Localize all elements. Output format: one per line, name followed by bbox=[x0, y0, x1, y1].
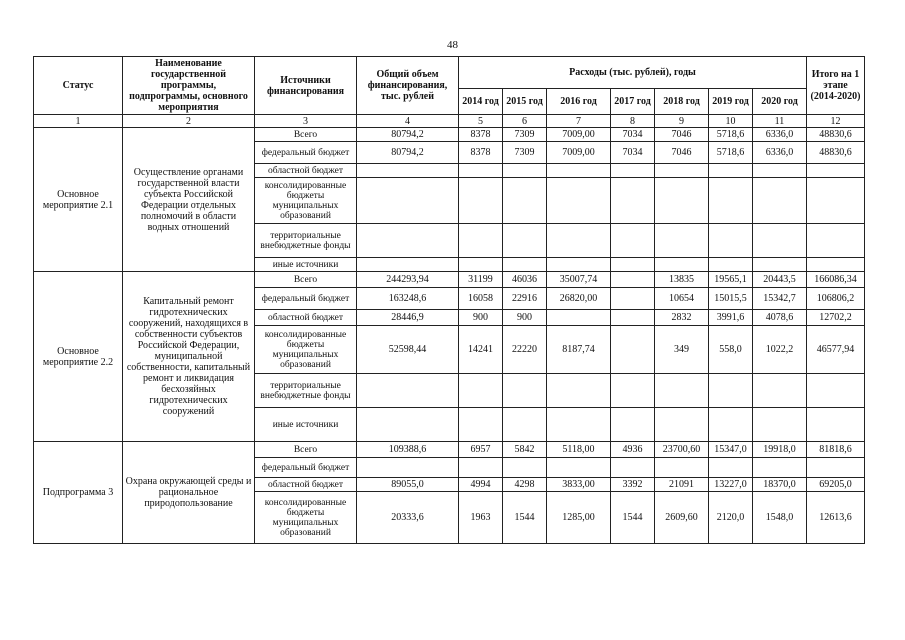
itogo-cell: 81818,6 bbox=[807, 442, 865, 458]
name-cell: Охрана окружающей среды и рациональное природопользование bbox=[123, 442, 255, 544]
year-value-cell bbox=[459, 178, 503, 224]
year-value-cell bbox=[459, 458, 503, 478]
year-value-cell: 5842 bbox=[503, 442, 547, 458]
year-value-cell: 15015,5 bbox=[709, 288, 753, 310]
itogo-cell: 166086,34 bbox=[807, 272, 865, 288]
total-cell: 244293,94 bbox=[357, 272, 459, 288]
total-cell: 20333,6 bbox=[357, 492, 459, 544]
year-value-cell: 2120,0 bbox=[709, 492, 753, 544]
year-value-cell: 3833,00 bbox=[547, 478, 611, 492]
year-value-cell: 6336,0 bbox=[753, 142, 807, 164]
source-cell: Всего bbox=[255, 128, 357, 142]
year-value-cell: 16058 bbox=[459, 288, 503, 310]
year-value-cell: 2609,60 bbox=[655, 492, 709, 544]
year-value-cell bbox=[655, 458, 709, 478]
year-value-cell: 4994 bbox=[459, 478, 503, 492]
year-value-cell: 4936 bbox=[611, 442, 655, 458]
itogo-cell bbox=[807, 224, 865, 258]
source-cell: Всего bbox=[255, 272, 357, 288]
header-status: Статус bbox=[34, 57, 123, 115]
year-value-cell bbox=[655, 224, 709, 258]
year-value-cell bbox=[655, 164, 709, 178]
year-value-cell: 19918,0 bbox=[753, 442, 807, 458]
year-value-cell: 1963 bbox=[459, 492, 503, 544]
column-number: 11 bbox=[753, 115, 807, 128]
year-value-cell: 22916 bbox=[503, 288, 547, 310]
name-cell: Капитальный ремонт гидротехнических сооружений, находящихся в собственности субъектов Российской Федерации, муниципальной собственности, капитальный ремонт и ликвидация бесхозяйных гидротехнических сооружений bbox=[123, 272, 255, 442]
year-value-cell bbox=[503, 408, 547, 442]
total-cell bbox=[357, 178, 459, 224]
year-value-cell bbox=[709, 258, 753, 272]
itogo-cell: 12613,6 bbox=[807, 492, 865, 544]
year-value-cell: 7009,00 bbox=[547, 142, 611, 164]
source-cell: консолидированные бюджеты муниципальных образований bbox=[255, 492, 357, 544]
itogo-cell: 48830,6 bbox=[807, 142, 865, 164]
year-value-cell bbox=[611, 224, 655, 258]
year-value-cell bbox=[503, 224, 547, 258]
itogo-cell: 48830,6 bbox=[807, 128, 865, 142]
column-number: 8 bbox=[611, 115, 655, 128]
year-value-cell bbox=[459, 258, 503, 272]
year-value-cell bbox=[547, 178, 611, 224]
source-cell: областной бюджет bbox=[255, 478, 357, 492]
total-cell bbox=[357, 258, 459, 272]
status-cell: Основное мероприятие 2.1 bbox=[34, 128, 123, 272]
year-value-cell bbox=[611, 408, 655, 442]
year-value-cell: 15342,7 bbox=[753, 288, 807, 310]
column-number: 6 bbox=[503, 115, 547, 128]
year-value-cell bbox=[611, 374, 655, 408]
name-cell: Осуществление органами государственной власти субъекта Российской Федерации отдельных полномочий в области водных отношений bbox=[123, 128, 255, 272]
year-value-cell bbox=[611, 272, 655, 288]
total-cell: 89055,0 bbox=[357, 478, 459, 492]
year-value-cell: 7034 bbox=[611, 128, 655, 142]
year-value-cell: 1544 bbox=[503, 492, 547, 544]
year-value-cell: 18370,0 bbox=[753, 478, 807, 492]
header-year: 2018 год bbox=[655, 89, 709, 115]
total-cell: 163248,6 bbox=[357, 288, 459, 310]
year-value-cell: 15347,0 bbox=[709, 442, 753, 458]
year-value-cell bbox=[459, 224, 503, 258]
total-cell: 80794,2 bbox=[357, 128, 459, 142]
year-value-cell: 14241 bbox=[459, 326, 503, 374]
year-value-cell: 8187,74 bbox=[547, 326, 611, 374]
header-year: 2019 год bbox=[709, 89, 753, 115]
budget-table bbox=[33, 56, 865, 544]
year-value-cell: 349 bbox=[655, 326, 709, 374]
year-value-cell bbox=[753, 458, 807, 478]
page-number: 48 bbox=[447, 39, 458, 51]
column-number: 4 bbox=[357, 115, 459, 128]
source-cell: областной бюджет bbox=[255, 310, 357, 326]
year-value-cell bbox=[547, 408, 611, 442]
year-value-cell: 5718,6 bbox=[709, 142, 753, 164]
column-number: 2 bbox=[123, 115, 255, 128]
year-value-cell: 8378 bbox=[459, 142, 503, 164]
year-value-cell bbox=[547, 374, 611, 408]
total-cell bbox=[357, 374, 459, 408]
year-value-cell bbox=[503, 258, 547, 272]
year-value-cell: 21091 bbox=[655, 478, 709, 492]
year-value-cell: 7046 bbox=[655, 128, 709, 142]
source-cell: иные источники bbox=[255, 408, 357, 442]
year-value-cell bbox=[709, 164, 753, 178]
year-value-cell: 1548,0 bbox=[753, 492, 807, 544]
year-value-cell bbox=[753, 178, 807, 224]
column-number: 7 bbox=[547, 115, 611, 128]
status-cell: Подпрограмма 3 bbox=[34, 442, 123, 544]
header-itogo: Итого на 1 этапе (2014-2020) bbox=[807, 57, 865, 115]
year-value-cell: 1285,00 bbox=[547, 492, 611, 544]
year-value-cell bbox=[611, 458, 655, 478]
year-value-cell: 5718,6 bbox=[709, 128, 753, 142]
itogo-cell bbox=[807, 408, 865, 442]
source-cell: территориальные внебюджетные фонды bbox=[255, 374, 357, 408]
total-cell: 28446,9 bbox=[357, 310, 459, 326]
year-value-cell: 4078,6 bbox=[753, 310, 807, 326]
year-value-cell: 35007,74 bbox=[547, 272, 611, 288]
year-value-cell bbox=[655, 374, 709, 408]
header-year: 2014 год bbox=[459, 89, 503, 115]
table-row bbox=[34, 128, 865, 142]
year-value-cell: 23700,60 bbox=[655, 442, 709, 458]
table-row bbox=[34, 272, 865, 288]
year-value-cell bbox=[547, 458, 611, 478]
year-value-cell: 6336,0 bbox=[753, 128, 807, 142]
year-value-cell: 4298 bbox=[503, 478, 547, 492]
year-value-cell: 6957 bbox=[459, 442, 503, 458]
year-value-cell bbox=[547, 310, 611, 326]
total-cell: 52598,44 bbox=[357, 326, 459, 374]
header-year: 2017 год bbox=[611, 89, 655, 115]
year-value-cell bbox=[611, 288, 655, 310]
source-cell: федеральный бюджет bbox=[255, 288, 357, 310]
table-row bbox=[34, 442, 865, 458]
year-value-cell: 7309 bbox=[503, 128, 547, 142]
year-value-cell: 7009,00 bbox=[547, 128, 611, 142]
year-value-cell: 7034 bbox=[611, 142, 655, 164]
year-value-cell bbox=[753, 258, 807, 272]
year-value-cell bbox=[547, 164, 611, 178]
total-cell bbox=[357, 408, 459, 442]
status-cell: Основное мероприятие 2.2 bbox=[34, 272, 123, 442]
year-value-cell: 8378 bbox=[459, 128, 503, 142]
year-value-cell: 3991,6 bbox=[709, 310, 753, 326]
year-value-cell bbox=[611, 258, 655, 272]
year-value-cell: 22220 bbox=[503, 326, 547, 374]
source-cell: федеральный бюджет bbox=[255, 458, 357, 478]
year-value-cell: 558,0 bbox=[709, 326, 753, 374]
year-value-cell: 5118,00 bbox=[547, 442, 611, 458]
year-value-cell bbox=[655, 178, 709, 224]
year-value-cell: 13835 bbox=[655, 272, 709, 288]
year-value-cell: 13227,0 bbox=[709, 478, 753, 492]
total-cell: 80794,2 bbox=[357, 142, 459, 164]
year-value-cell bbox=[503, 374, 547, 408]
year-value-cell bbox=[655, 408, 709, 442]
year-value-cell: 2832 bbox=[655, 310, 709, 326]
source-cell: областной бюджет bbox=[255, 164, 357, 178]
total-cell: 109388,6 bbox=[357, 442, 459, 458]
total-cell bbox=[357, 164, 459, 178]
source-cell: иные источники bbox=[255, 258, 357, 272]
header-expenses: Расходы (тыс. рублей), годы bbox=[459, 57, 807, 89]
total-cell bbox=[357, 224, 459, 258]
itogo-cell: 106806,2 bbox=[807, 288, 865, 310]
year-value-cell: 7309 bbox=[503, 142, 547, 164]
year-value-cell bbox=[611, 164, 655, 178]
year-value-cell bbox=[753, 224, 807, 258]
header-total: Общий объем финансирования, тыс. рублей bbox=[357, 57, 459, 115]
year-value-cell: 19565,1 bbox=[709, 272, 753, 288]
year-value-cell: 900 bbox=[459, 310, 503, 326]
year-value-cell bbox=[709, 374, 753, 408]
year-value-cell bbox=[459, 164, 503, 178]
year-value-cell bbox=[503, 164, 547, 178]
year-value-cell: 1544 bbox=[611, 492, 655, 544]
column-number: 9 bbox=[655, 115, 709, 128]
itogo-cell bbox=[807, 458, 865, 478]
source-cell: Всего bbox=[255, 442, 357, 458]
header-year: 2016 год bbox=[547, 89, 611, 115]
column-number: 5 bbox=[459, 115, 503, 128]
year-value-cell bbox=[611, 310, 655, 326]
year-value-cell bbox=[655, 258, 709, 272]
year-value-cell bbox=[459, 408, 503, 442]
source-cell: федеральный бюджет bbox=[255, 142, 357, 164]
year-value-cell bbox=[709, 408, 753, 442]
itogo-cell: 46577,94 bbox=[807, 326, 865, 374]
source-cell: консолидированные бюджеты муниципальных образований bbox=[255, 178, 357, 224]
itogo-cell bbox=[807, 164, 865, 178]
year-value-cell: 7046 bbox=[655, 142, 709, 164]
header-sources: Источники финансирования bbox=[255, 57, 357, 115]
year-value-cell: 26820,00 bbox=[547, 288, 611, 310]
column-number: 3 bbox=[255, 115, 357, 128]
column-number: 10 bbox=[709, 115, 753, 128]
header-name: Наименование государственной программы, подпрограммы, основного мероприятия bbox=[123, 57, 255, 115]
year-value-cell bbox=[709, 178, 753, 224]
header-year: 2015 год bbox=[503, 89, 547, 115]
total-cell bbox=[357, 458, 459, 478]
column-number: 12 bbox=[807, 115, 865, 128]
year-value-cell: 10654 bbox=[655, 288, 709, 310]
year-value-cell bbox=[547, 224, 611, 258]
itogo-cell: 12702,2 bbox=[807, 310, 865, 326]
year-value-cell bbox=[753, 164, 807, 178]
year-value-cell bbox=[503, 178, 547, 224]
year-value-cell: 3392 bbox=[611, 478, 655, 492]
year-value-cell bbox=[611, 178, 655, 224]
itogo-cell bbox=[807, 374, 865, 408]
year-value-cell bbox=[753, 374, 807, 408]
year-value-cell: 46036 bbox=[503, 272, 547, 288]
year-value-cell bbox=[611, 326, 655, 374]
year-value-cell: 31199 bbox=[459, 272, 503, 288]
year-value-cell: 20443,5 bbox=[753, 272, 807, 288]
column-number: 1 bbox=[34, 115, 123, 128]
year-value-cell bbox=[709, 458, 753, 478]
year-value-cell bbox=[753, 408, 807, 442]
year-value-cell bbox=[503, 458, 547, 478]
year-value-cell bbox=[709, 224, 753, 258]
header-year: 2020 год bbox=[753, 89, 807, 115]
itogo-cell: 69205,0 bbox=[807, 478, 865, 492]
year-value-cell bbox=[547, 258, 611, 272]
source-cell: территориальные внебюджетные фонды bbox=[255, 224, 357, 258]
year-value-cell bbox=[459, 374, 503, 408]
year-value-cell: 900 bbox=[503, 310, 547, 326]
source-cell: консолидированные бюджеты муниципальных образований bbox=[255, 326, 357, 374]
itogo-cell bbox=[807, 258, 865, 272]
itogo-cell bbox=[807, 178, 865, 224]
year-value-cell: 1022,2 bbox=[753, 326, 807, 374]
